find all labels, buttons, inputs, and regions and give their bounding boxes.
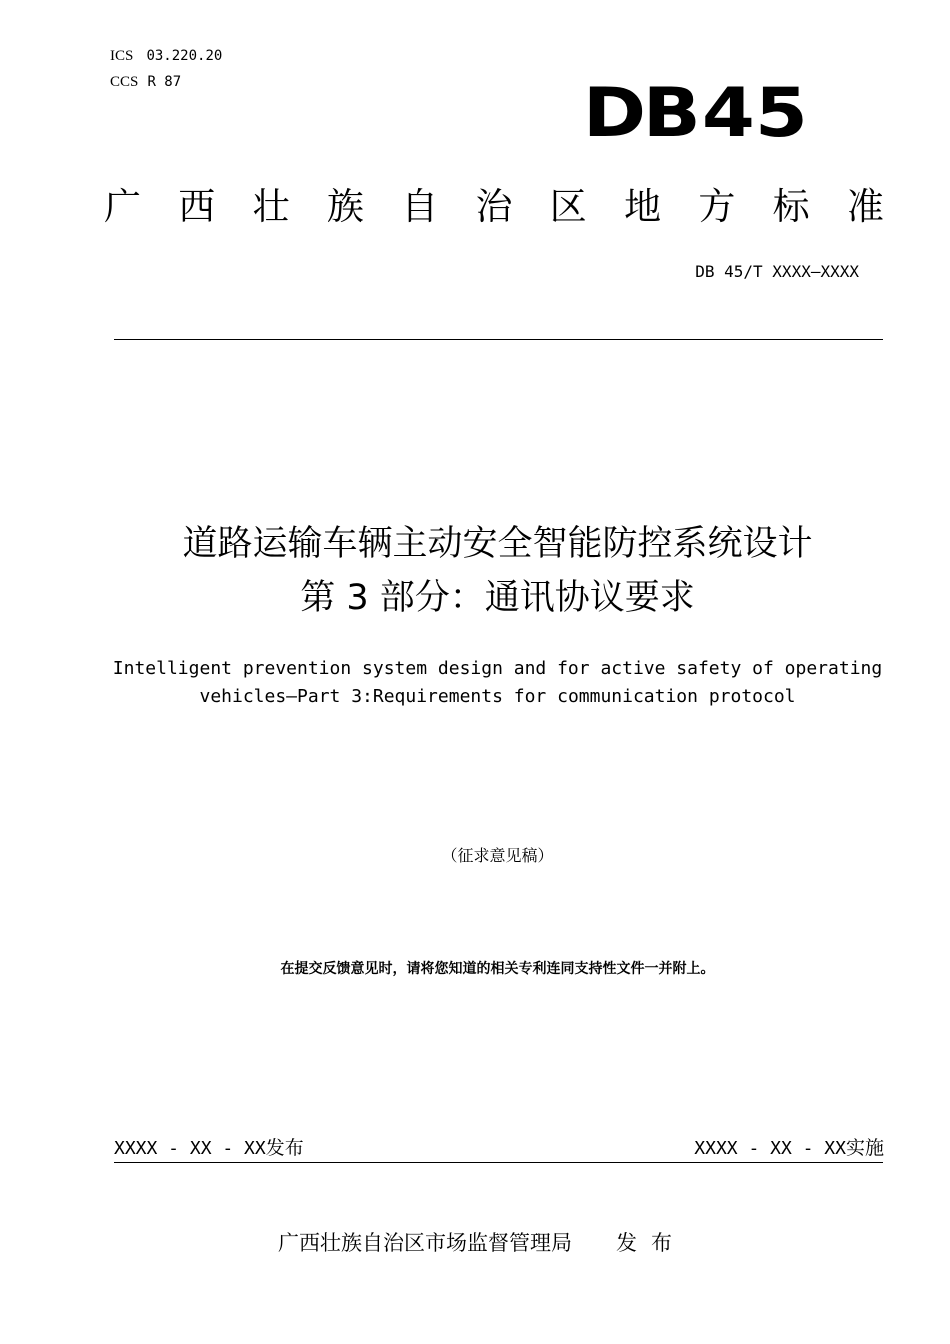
ics-value: 03.220.20	[146, 48, 223, 64]
standard-type-char: 治	[475, 185, 513, 228]
standard-type-char: 西	[178, 185, 216, 228]
publish-label: 发布	[265, 1137, 304, 1159]
standard-code: DB 45/T XXXX—XXXX	[695, 262, 859, 281]
title-en-line1: Intelligent prevention system design and for active safety of operating	[112, 658, 883, 679]
publish-date-line	[114, 1133, 304, 1160]
footer-divider	[114, 1162, 883, 1163]
standard-type-title	[104, 184, 884, 230]
ics-line	[110, 45, 222, 65]
standard-type-char: 准	[846, 185, 884, 228]
header-divider	[114, 339, 883, 340]
title-en-line2: vehicles—Part 3:Requirements for communication protocol	[199, 686, 796, 707]
title-zh-line2: 第 3 部分：通讯协议要求	[300, 578, 695, 618]
publisher-issue-label: 发布	[616, 1231, 686, 1255]
ccs-line	[110, 71, 181, 91]
ics-label: ICS	[110, 48, 134, 64]
standard-type-char: 自	[401, 185, 439, 228]
implement-date-line	[694, 1133, 884, 1160]
db45-logo	[582, 74, 808, 153]
standard-type-char: 方	[698, 185, 736, 228]
standard-type-char: 广	[104, 185, 141, 228]
standard-type-char: 壮	[252, 185, 290, 228]
standard-type-char: 地	[624, 185, 662, 228]
standard-type-char: 区	[549, 185, 587, 228]
logo-letters: DB	[582, 74, 698, 153]
patent-note: 在提交反馈意见时，请将您知道的相关专利连同支持性文件一并附上。	[280, 961, 715, 977]
implement-date: XXXX - XX - XX	[694, 1138, 846, 1159]
standard-type-char: 族	[326, 185, 364, 228]
ccs-label: CCS	[110, 74, 139, 90]
publisher-line	[278, 1227, 686, 1257]
implement-label: 实施	[845, 1137, 884, 1159]
logo-number: 45	[702, 74, 808, 153]
title-zh-line1: 道路运输车辆主动安全智能防控系统设计	[182, 524, 813, 564]
standard-type-char: 标	[772, 185, 810, 228]
draft-note: （征求意见稿）	[441, 846, 554, 865]
publish-date: XXXX - XX - XX	[114, 1138, 266, 1159]
ccs-value: R 87	[147, 74, 182, 90]
publisher-name: 广西壮族自治区市场监督管理局	[278, 1231, 572, 1255]
